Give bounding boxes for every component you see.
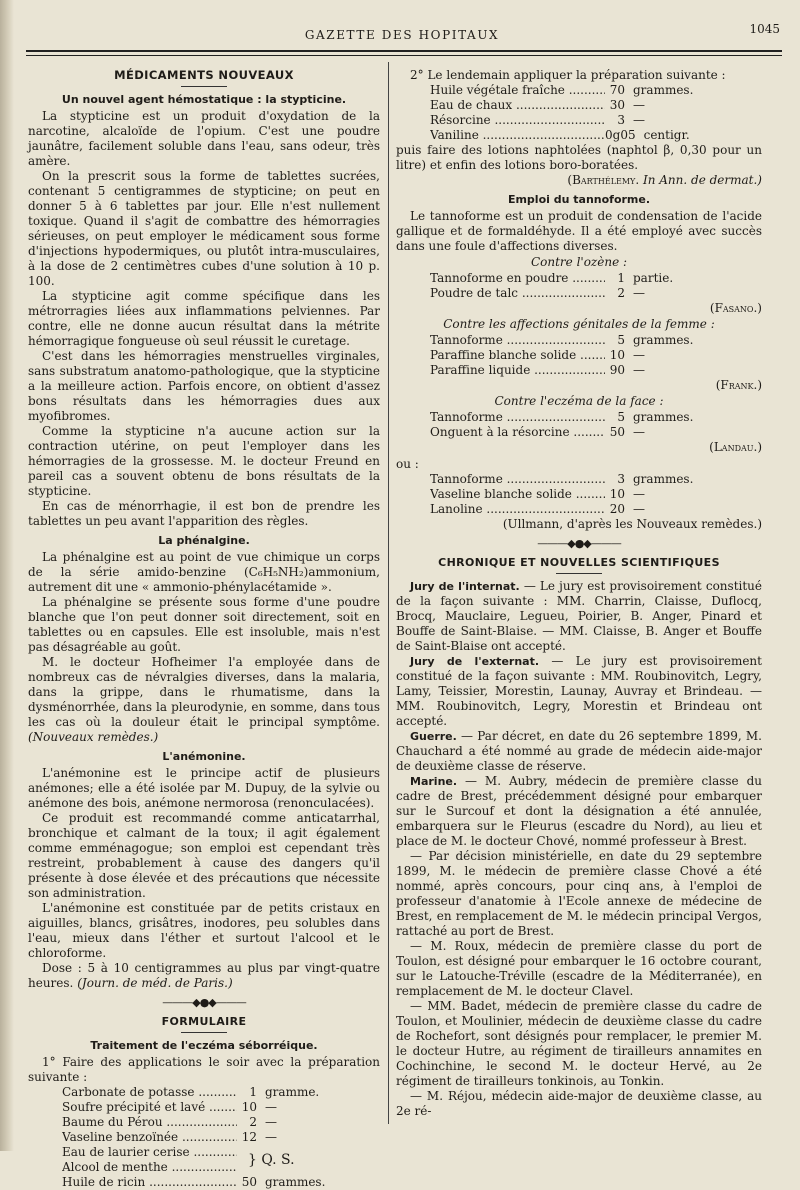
recipe-row xyxy=(430,348,710,363)
header-rule-thin xyxy=(26,55,782,56)
recipe-table xyxy=(430,472,710,517)
paragraph-text: Dose : 5 à 10 centigrammes au plus par vingt-quatre heures. xyxy=(28,961,380,990)
recipe-table xyxy=(430,333,710,378)
recipe-row xyxy=(430,271,710,286)
ingredient-name: Baume du Pérou ..... xyxy=(62,1115,237,1130)
ingredient-quantity: 1 xyxy=(617,271,625,285)
ingredient-quantity: 5 xyxy=(617,333,625,347)
recipe-row xyxy=(430,286,710,301)
ingredient-name: Tannoforme ..... xyxy=(430,333,605,348)
ingredient-quantity: 10 xyxy=(241,1100,257,1114)
ingredient-name: Poudre de talc ..... xyxy=(430,286,605,301)
ingredient-quantity: 30 xyxy=(609,98,625,112)
news-item xyxy=(396,729,762,774)
source-citation: (Frank.) xyxy=(715,378,762,392)
ingredient-quantity: 2 xyxy=(249,1115,257,1129)
source-citation xyxy=(396,173,762,188)
indication-label: Contre l'ozène : xyxy=(530,255,628,269)
ingredient-unit: — xyxy=(633,286,645,300)
section-rule xyxy=(181,1032,227,1033)
column-divider xyxy=(388,62,389,1124)
paragraph: puis faire des lotions naphtolées (naphtol β, 0,30 pour un litre) et enfin des lotions boro-boratées. xyxy=(396,143,762,172)
ingredient-unit: — xyxy=(265,1100,277,1114)
news-label: Jury de l'externat. xyxy=(410,655,540,668)
recipe-row xyxy=(62,1130,342,1145)
section-ornament: ———◆●◆——— xyxy=(162,996,246,1009)
recipe-table xyxy=(430,271,710,301)
page-number: 1045 xyxy=(749,22,780,36)
qs-bracket: } Q. S. xyxy=(248,1152,295,1168)
recipe-row xyxy=(430,425,710,440)
paragraph: Le tannoforme est un produit de condensation de l'acide gallique et de formaldéhyde. Il a été employé avec succès dans une foule d'affections diverses. xyxy=(396,209,762,253)
news-item xyxy=(396,654,762,729)
section-title-chronique: CHRONIQUE ET NOUVELLES SCIENTIFIQUES xyxy=(438,556,720,569)
recipe-row xyxy=(430,410,710,425)
ingredient-quantity: 12 xyxy=(241,1130,257,1144)
heading-stypticine: Un nouvel agent hémostatique : la stypticine. xyxy=(61,93,347,106)
paragraph: En cas de ménorrhagie, il est bon de prendre les tablettes un peu avant l'apparition des règles. xyxy=(28,499,380,528)
news-item xyxy=(396,579,762,654)
paragraph: La stypticine agit comme spécifique dans les métrorragies liées aux inflammations pelviennes. Par contre, elle ne donne aucun résultat dans la métrite hémorragique fongueuse où seul réussit le curetage. xyxy=(28,289,380,348)
source-citation: (Landau.) xyxy=(709,440,762,454)
ingredient-unit: — xyxy=(633,487,645,501)
indication-label: Contre les affections génitales de la femme : xyxy=(443,317,715,331)
ingredient-quantity: 20 xyxy=(609,502,625,516)
ingredient-unit: — xyxy=(633,502,645,516)
recipe-row xyxy=(430,472,710,487)
news-item: — Par décision ministérielle, en date du 29 septembre 1899, M. le médecin de première classe Chové a été nommé, après concours, pour cinq ans, à l'emploi de professeur d'anatomie à l'Ecole annexe de médecine de Brest, en remplacement de M. le médecin principal Vergos, rattaché au port de Brest. xyxy=(396,849,762,938)
ingredient-name: Huile végétale fraîche ..... xyxy=(430,83,605,98)
ingredient-unit: grammes. xyxy=(633,472,694,486)
ingredient-unit: grammes. xyxy=(633,333,694,347)
source-citation: (Journ. de méd. de Paris.) xyxy=(77,976,233,990)
ingredient-unit: grammes. xyxy=(633,83,694,97)
paragraph-text: M. le docteur Hofheimer l'a employée dans de nombreux cas de névralgies diverses, dans la malaria, dans la grippe, dans le rhumatisme, dans la dysménorrhée, dans la pleurodynie, en somme, dans tous les cas où la douleur était le principal symptôme. xyxy=(28,655,380,729)
news-item: — M. Roux, médecin de première classe du port de Toulon, est désigné pour embarquer le 16 octobre courant, sur le Latouche-Tréville (escadre de la Méditerranée), en remplacement de M. le docteur Clavel. xyxy=(396,939,762,998)
paragraph: La phénalgine se présente sous forme d'une poudre blanche que l'on peut donner soit directement, soit en tablettes ou en capsules. Elle est insoluble, mais n'est pas désagréable au goût. xyxy=(28,595,380,654)
left-column xyxy=(28,68,380,1190)
recipe-row xyxy=(430,113,710,128)
recipe-row xyxy=(62,1115,342,1130)
recipe-table xyxy=(430,410,710,440)
page-edge-shadow xyxy=(0,0,14,1151)
ingredient-unit: centigr. xyxy=(643,128,690,142)
citation-author: (Barthélemy. xyxy=(567,173,640,187)
news-label: Marine. xyxy=(410,775,458,788)
ingredient-name: Vaseline blanche solide ..... xyxy=(430,487,605,502)
news-text: — M. Aubry, médecin de première classe du cadre de Brest, précédemment désigné pour embarquer sur le Surcouf et dont la désignation a été annulée, embarquera sur le Fleurus (escadre du Nord), au lieu et place de M. le docteur Chové, nommé professeur à Brest. xyxy=(396,774,762,848)
ingredient-quantity: 5 xyxy=(617,410,625,424)
paragraph: 1° Faire des applications le soir avec la préparation suivante : xyxy=(28,1055,380,1084)
recipe-table xyxy=(430,83,710,143)
ingredient-unit: — xyxy=(633,363,645,377)
source-citation: (Fasano.) xyxy=(709,301,762,315)
ingredient-unit: — xyxy=(633,348,645,362)
ingredient-unit: grammes. xyxy=(633,410,694,424)
recipe-row xyxy=(62,1145,342,1160)
ingredient-quantity: 70 xyxy=(609,83,625,97)
news-item: — M. Réjou, médecin aide-major de deuxième classe, au 2e ré- xyxy=(396,1089,762,1118)
ingredient-name: Tannoforme ..... xyxy=(430,410,605,425)
header-rule-thick xyxy=(26,50,782,52)
section-ornament: ———◆●◆——— xyxy=(537,537,621,550)
page-header xyxy=(20,22,784,48)
recipe-row xyxy=(62,1085,342,1100)
paragraph: L'anémonine est constituée par de petits cristaux en aiguilles, blancs, grisâtres, inodores, peu solubles dans l'eau, mieux dans l'éther et surtout l'alcool et le chloroforme. xyxy=(28,901,380,960)
ingredient-unit: — xyxy=(633,425,645,439)
ingredient-unit: — xyxy=(265,1130,277,1144)
ingredient-unit: grammes. xyxy=(265,1175,326,1189)
ingredient-unit: partie. xyxy=(633,271,674,285)
recipe-row xyxy=(430,363,710,378)
recipe-row xyxy=(430,83,710,98)
ingredient-quantity: 10 xyxy=(609,487,625,501)
ingredient-name: Paraffine liquide ..... xyxy=(430,363,605,378)
source-citation: (Nouveaux remèdes.) xyxy=(28,730,159,744)
paragraph: La stypticine est un produit d'oxydation de la narcotine, alcaloïde de l'opium. C'est une poudre jaunâtre, facilement soluble dans l'eau, sans odeur, très amère. xyxy=(28,109,380,168)
ingredient-quantity: 10 xyxy=(609,348,625,362)
heading-anemonine: L'anémonine. xyxy=(162,750,246,763)
ingredient-unit: gramme. xyxy=(265,1085,320,1099)
recipe-row xyxy=(62,1100,342,1115)
paragraph: Ce produit est recommandé comme anticatarrhal, bronchique et calmant de la toux; il agit également comme emménagogue; son emploi est cependant très restreint, probablement à cause des dangers qu'il présente à dose élevée et des précautions que nécessite son administration. xyxy=(28,811,380,900)
recipe-row xyxy=(62,1175,342,1190)
ingredient-name: Lanoline ..... xyxy=(430,502,605,517)
ingredient-name: Alcool de menthe ..... xyxy=(62,1160,237,1175)
heading-tannoforme: Emploi du tannoforme. xyxy=(507,193,651,206)
section-rule xyxy=(556,573,602,574)
citation-journal: In Ann. de dermat.) xyxy=(642,173,762,187)
news-label: Jury de l'internat. xyxy=(410,580,520,593)
right-column xyxy=(396,68,762,1119)
ingredient-name: Tannoforme en poudre ..... xyxy=(430,271,605,286)
news-item xyxy=(396,774,762,849)
paragraph: 2° Le lendemain appliquer la préparation suivante : xyxy=(410,68,726,82)
recipe-row xyxy=(430,487,710,502)
source-citation: (Ullmann, d'après les Nouveaux remèdes.) xyxy=(502,517,762,531)
paragraph xyxy=(28,961,380,991)
paragraph xyxy=(28,655,380,745)
news-text: — Le jury est provisoirement constitué de la façon suivante : MM. Charrin, Claisse, Duflocq, Brocq, Mauclaire, Legueu, Poirier, B. Anger, Pinard et Bouffe de Saint-Blaise. — MM. Claisse, B. Anger et Bouffe de Saint-Blaise ont accepté. xyxy=(396,579,763,653)
paragraph: Comme la stypticine n'a aucune action sur la contraction utérine, on peut l'employer dans les hémorragies de la grossesse. M. le docteur Freund en pareil cas a souvent obtenu de bons résultats de la stypticine. xyxy=(28,424,380,498)
section-title-formulaire: FORMULAIRE xyxy=(161,1015,247,1028)
ingredient-quantity: 1 xyxy=(249,1085,257,1099)
section-rule xyxy=(181,86,227,87)
recipe-table xyxy=(62,1085,342,1190)
paragraph: On la prescrit sous la forme de tablettes sucrées, contenant 5 centigrammes de stypticine; on peut en donner 5 à 6 tablettes par jour. Elle n'est nullement toxique. Quand il s'agit de combattre des hémorragies sérieuses, on peut employer le médicament sous forme d'injections hypodermiques, ou plutôt intra-musculaires, à la dose de 2 centimètres cubes d'une solution à 10 p. 100. xyxy=(28,169,380,288)
recipe-row xyxy=(430,333,710,348)
ingredient-name: Vaseline benzoïnée ..... xyxy=(62,1130,237,1145)
paragraph: L'anémonine est le principe actif de plusieurs anémones; elle a été isolée par M. Dupuy, de la sylvie ou anémone des bois, anémone nermorosa (renonculacées). xyxy=(28,766,380,810)
ingredient-quantity: 50 xyxy=(609,425,625,439)
ingredient-quantity: 3 xyxy=(617,113,625,127)
ingredient-name: Paraffine blanche solide ..... xyxy=(430,348,605,363)
paragraph: La phénalgine est au point de vue chimique un corps de la série amido-benzine (C₆H₅NH₂)ammonium, autrement dit une « ammonio-phénylacétamide ». xyxy=(28,550,380,594)
recipe-row xyxy=(430,128,710,143)
ingredient-unit: — xyxy=(633,113,645,127)
ingredient-quantity: 2 xyxy=(617,286,625,300)
recipe-row xyxy=(430,98,710,113)
ingredient-unit: — xyxy=(265,1115,277,1129)
ingredient-unit: — xyxy=(633,98,645,112)
recipe-row xyxy=(430,502,710,517)
ingredient-name: Tannoforme ..... xyxy=(430,472,605,487)
recipe-row xyxy=(62,1160,342,1175)
ingredient-name: Eau de chaux ..... xyxy=(430,98,605,113)
ingredient-name: Huile de ricin ..... xyxy=(62,1175,237,1190)
heading-phenalgine: La phénalgine. xyxy=(158,534,250,547)
ingredient-quantity: 0g05 xyxy=(605,128,636,142)
ingredient-quantity: 50 xyxy=(241,1175,257,1189)
ingredient-name: Soufre précipité et lavé ..... xyxy=(62,1100,237,1115)
news-item: — MM. Badet, médecin de première classe du cadre de Toulon, et Moulinier, médecin de deuxième classe du cadre de Rochefort, sont désignés pour remplacer, le premier M. le docteur Hutre, au régiment de tirailleurs annamites en Cochinchine, le second M. le docteur Hervé, au 2e régiment de tirailleurs tonkinois, au Tonkin. xyxy=(396,999,762,1088)
ingredient-quantity: 3 xyxy=(617,472,625,486)
ingredient-name: Vaniline ..... xyxy=(430,128,605,143)
ou-label: ou : xyxy=(396,457,419,471)
ingredient-name: Résorcine ..... xyxy=(430,113,605,128)
news-text: — Par décret, en date du 26 septembre 1899, M. Chauchard a été nommé au grade de médecin aide-major de deuxième classe de réserve. xyxy=(396,729,762,773)
ingredient-name: Onguent à la résorcine ..... xyxy=(430,425,605,440)
news-text: — Le jury est provisoirement constitué de la façon suivante : MM. Roubinovitch, Legry, Lamy, Teissier, Morestin, Launay, Auvray et Brindeau. — MM. Roubinovitch, Legry, Morestin et Brindeau ont accepté. xyxy=(396,654,762,728)
heading-eczema: Traitement de l'eczéma séborréique. xyxy=(90,1039,318,1052)
paragraph: C'est dans les hémorragies menstruelles virginales, sans substratum anatomo-pathologique, que la stypticine a la meilleure action. Parfois encore, on obtient d'assez bons résultats dans les hémorragies dues aux myofibromes. xyxy=(28,349,380,423)
news-label: Guerre. xyxy=(410,730,457,743)
indication-label: Contre l'eczéma de la face : xyxy=(494,394,664,408)
ingredient-name: Carbonate de potasse ..... xyxy=(62,1085,237,1100)
ingredient-name: Eau de laurier cerise ..... xyxy=(62,1145,237,1160)
section-title-medicaments: MÉDICAMENTS NOUVEAUX xyxy=(114,68,294,82)
journal-title: GAZETTE DES HOPITAUX xyxy=(304,28,500,42)
ingredient-quantity: 90 xyxy=(609,363,625,377)
